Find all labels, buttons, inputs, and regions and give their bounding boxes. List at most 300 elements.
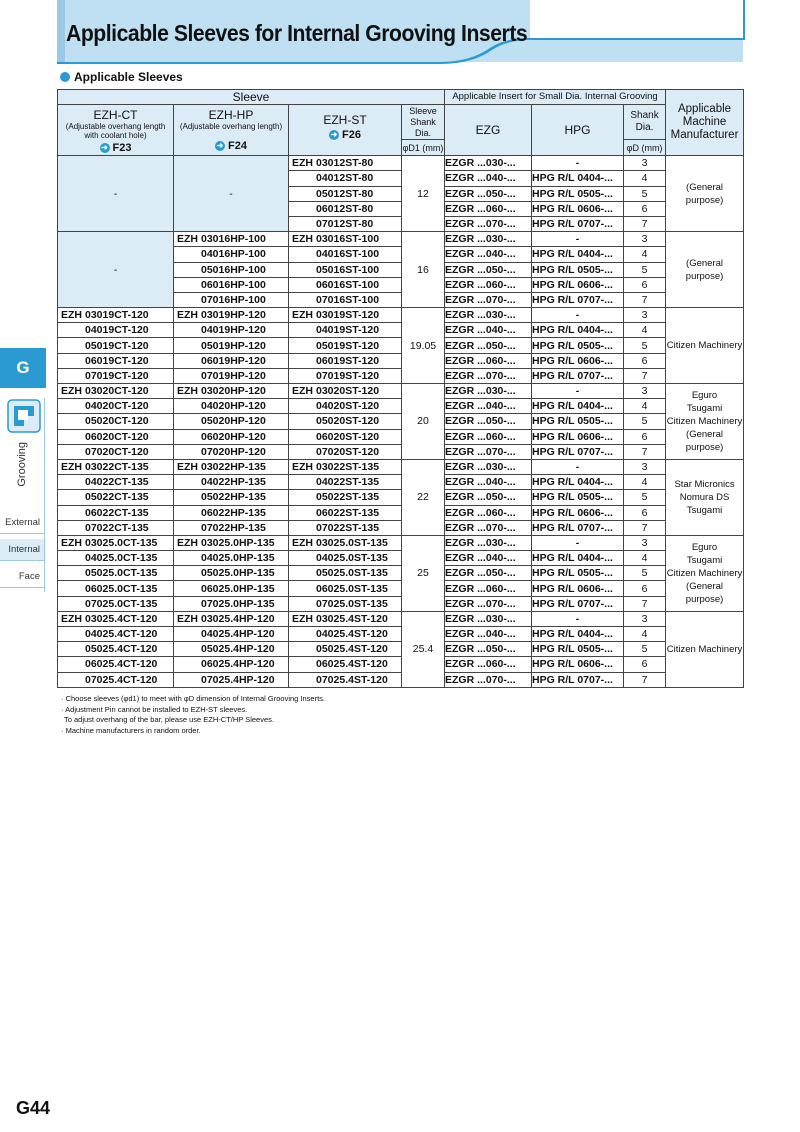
st-cell [289, 459, 402, 474]
dia-cell [624, 551, 666, 566]
ezg-cell [445, 171, 532, 186]
prefix-text: EZH [292, 157, 313, 170]
ezg-code: EZGR ...030-... [445, 385, 516, 398]
hpg-cell [532, 627, 624, 642]
dia-value: 7 [641, 445, 648, 458]
ct-code: 03019CT-120 [85, 309, 149, 322]
ct-code: 04025.4CT-120 [85, 628, 158, 641]
ezg-cell [445, 535, 532, 550]
table-row [58, 657, 744, 672]
dia-cell [624, 611, 666, 626]
table-row [58, 338, 744, 353]
ezg-cell [445, 459, 532, 474]
ezg-cell [445, 429, 532, 444]
st-cell [289, 156, 402, 171]
hpg-cell [532, 551, 624, 566]
st-cell [289, 566, 402, 581]
ct-cell [58, 384, 174, 399]
prefix-text: EZH [292, 233, 313, 246]
dia-value: 6 [641, 506, 648, 519]
hp-code: 04016HP-100 [201, 248, 266, 261]
dia-cell [624, 581, 666, 596]
hp-code: 06025.4HP-120 [201, 658, 275, 671]
table-row [58, 384, 744, 399]
ezg-code: EZGR ...040-... [445, 400, 516, 413]
ct-cell [58, 505, 174, 520]
st-cell [289, 399, 402, 414]
dia-cell [624, 384, 666, 399]
st-cell [289, 308, 402, 323]
dia-value: 4 [641, 476, 648, 489]
hp-code: 05022HP-135 [201, 491, 266, 504]
ct-header [58, 105, 174, 156]
ezg-code: EZGR ...060-... [445, 582, 516, 595]
shank-cell [402, 611, 445, 687]
hpg-cell [532, 566, 624, 581]
ezg-code: EZGR ...060-... [445, 658, 516, 671]
dia-cell [624, 216, 666, 231]
tab-external[interactable]: External [0, 512, 44, 534]
hp-cell [174, 323, 289, 338]
ct-code: 03025.4CT-120 [85, 612, 158, 625]
ezg-code: EZGR ...040-... [445, 476, 516, 489]
ezg-cell [445, 490, 532, 505]
hp-cell [174, 642, 289, 657]
dia-header: Shank Dia. [624, 105, 666, 140]
hpg-code: HPG R/L 0404-... [532, 248, 613, 261]
ezg-code: EZGR ...060-... [445, 506, 516, 519]
ct-cell [58, 627, 174, 642]
dia-value: 7 [641, 597, 648, 610]
hp-code: 04019HP-120 [201, 324, 266, 337]
prefix-text: EZH [292, 612, 313, 625]
hp-cell [174, 657, 289, 672]
hp-cell [174, 475, 289, 490]
footnote: · Adjustment Pin cannot be installed to EZH-ST sleeves. [61, 704, 248, 714]
hpg-code: - [575, 309, 580, 322]
dia-cell [624, 505, 666, 520]
table-row [58, 535, 744, 550]
st-cell [289, 657, 402, 672]
hp-code: 05025.0HP-135 [201, 567, 275, 580]
hp-ref-label: F24 [228, 140, 247, 153]
dia-cell [624, 444, 666, 459]
hpg-cell [532, 611, 624, 626]
shank-value: 25 [417, 567, 429, 580]
st-code: 05012ST-80 [316, 187, 374, 200]
ezg-cell [445, 520, 532, 535]
hpg-cell [532, 399, 624, 414]
st-code: 04025.4ST-120 [316, 628, 388, 641]
dia-cell [624, 459, 666, 474]
st-code: 06022ST-135 [316, 506, 380, 519]
hp-cell [174, 627, 289, 642]
st-cell [289, 596, 402, 611]
ct-code: 04019CT-120 [85, 324, 149, 337]
hpg-code: HPG R/L 0404-... [532, 172, 613, 185]
hp-cell [174, 490, 289, 505]
st-code: 04020ST-120 [316, 400, 380, 413]
hpg-cell [532, 186, 624, 201]
prefix-text: EZH [292, 385, 313, 398]
hpg-code: HPG R/L 0505-... [532, 187, 613, 200]
manufacturer-value: Eguro Tsugami Citizen Machinery (General purpose) [666, 541, 743, 605]
st-header [289, 105, 402, 156]
manufacturer-cell [666, 156, 744, 232]
dia-value: 7 [641, 293, 648, 306]
hp-cell [174, 368, 289, 383]
hp-cell [174, 581, 289, 596]
hpg-cell [532, 414, 624, 429]
ezg-code: EZGR ...050-... [445, 491, 516, 504]
dia-value: 5 [641, 187, 648, 200]
ezg-cell [445, 338, 532, 353]
hp-code: 06019HP-120 [201, 354, 266, 367]
table-row [58, 551, 744, 566]
hpg-cell [532, 672, 624, 687]
st-ref-label: F26 [342, 129, 361, 142]
ct-cell [58, 368, 174, 383]
ezg-code: EZGR ...040-... [445, 324, 516, 337]
st-cell [289, 672, 402, 687]
dia-value: 7 [641, 673, 648, 686]
hpg-code: HPG R/L 0606-... [532, 658, 613, 671]
table-row [58, 308, 744, 323]
hpg-code: HPG R/L 0606-... [532, 354, 613, 367]
ezg-code: EZGR ...030-... [445, 309, 516, 322]
hp-note: (Adjustable overhang length) [179, 122, 283, 132]
st-cell [289, 475, 402, 490]
hpg-code: HPG R/L 0505-... [532, 415, 613, 428]
hp-code: 03025.4HP-120 [201, 612, 275, 625]
ct-cell [58, 429, 174, 444]
ezg-cell [445, 399, 532, 414]
ct-cell [58, 399, 174, 414]
dia-cell [624, 566, 666, 581]
dia-value: 4 [641, 628, 648, 641]
tab-face[interactable]: Face [0, 566, 44, 588]
ezg-cell [445, 201, 532, 216]
hp-code: 03022HP-135 [201, 461, 266, 474]
ezg-code: EZGR ...060-... [445, 278, 516, 291]
hpg-cell [532, 581, 624, 596]
dia-cell [624, 596, 666, 611]
shank-value: 16 [417, 263, 429, 276]
hpg-code: HPG R/L 0505-... [532, 567, 613, 580]
prefix-text: EZH [292, 309, 313, 322]
shank-cell [402, 535, 445, 611]
prefix-text: EZH [61, 309, 82, 322]
sleeve-table [57, 89, 744, 688]
hp-code: 03025.0HP-135 [201, 536, 275, 549]
st-ref[interactable] [329, 128, 361, 142]
st-cell [289, 384, 402, 399]
ct-code: 06022CT-135 [85, 506, 149, 519]
manufacturer-value: (General purpose) [685, 257, 724, 282]
st-code: 03020ST-120 [316, 385, 380, 398]
hpg-header: HPG [532, 105, 624, 156]
hp-cell [174, 611, 289, 626]
hp-cell [174, 353, 289, 368]
hp-code: 06025.0HP-135 [201, 582, 275, 595]
dia-value: 4 [641, 172, 648, 185]
table-row [58, 444, 744, 459]
hpg-code: HPG R/L 0505-... [532, 263, 613, 276]
hp-code: 05019HP-120 [201, 339, 266, 352]
table-row [58, 399, 744, 414]
dia-cell [624, 277, 666, 292]
st-cell [289, 353, 402, 368]
ct-cell [58, 611, 174, 626]
manufacturer-cell [666, 611, 744, 687]
ezg-cell [445, 657, 532, 672]
dia-cell [624, 627, 666, 642]
ct-code: 04020CT-120 [85, 400, 149, 413]
hp-code: 07020HP-120 [201, 445, 266, 458]
table-row [58, 642, 744, 657]
hpg-code: - [575, 157, 580, 170]
dia-cell [624, 308, 666, 323]
hpg-cell [532, 277, 624, 292]
ezg-code: EZGR ...050-... [445, 263, 516, 276]
hpg-cell [532, 338, 624, 353]
hp-code: 05025.4HP-120 [201, 643, 275, 656]
hpg-cell [532, 429, 624, 444]
arrow-icon: ➜ [330, 130, 338, 140]
page-number: G44 [16, 1098, 51, 1118]
ct-code: 05019CT-120 [85, 339, 149, 352]
dia-cell [624, 414, 666, 429]
dia-value: 3 [641, 536, 648, 549]
dia-value: 4 [641, 248, 648, 261]
ct-cell [58, 551, 174, 566]
ct-ref[interactable] [100, 141, 132, 155]
ezg-cell [445, 292, 532, 307]
dia-value: 6 [641, 430, 648, 443]
dia-value: 6 [641, 278, 648, 291]
hp-ref[interactable] [215, 139, 247, 153]
ct-code: 06025.4CT-120 [85, 658, 158, 671]
st-code: 07025.0ST-135 [316, 597, 388, 610]
table-row [58, 232, 744, 247]
ezg-header: EZG [445, 105, 532, 156]
tab-internal[interactable]: Internal [0, 539, 44, 561]
prefix-text: EZH [61, 612, 82, 625]
ezg-cell [445, 642, 532, 657]
ezg-code: EZGR ...060-... [445, 202, 516, 215]
st-cell [289, 611, 402, 626]
ct-cell [58, 535, 174, 550]
st-cell [289, 627, 402, 642]
dia-value: 6 [641, 202, 648, 215]
dia-cell [624, 338, 666, 353]
prefix-text: EZH [177, 309, 198, 322]
ezg-code: EZGR ...050-... [445, 187, 516, 200]
table-row [58, 429, 744, 444]
ezg-cell [445, 384, 532, 399]
hpg-code: HPG R/L 0505-... [532, 339, 613, 352]
table-row [58, 672, 744, 687]
hp-cell [174, 551, 289, 566]
ezg-cell [445, 414, 532, 429]
st-cell [289, 171, 402, 186]
ct-code: 03020CT-120 [85, 385, 149, 398]
ezg-code: EZGR ...060-... [445, 430, 516, 443]
table-row [58, 323, 744, 338]
dia-value: 4 [641, 552, 648, 565]
dia-value: 4 [641, 324, 648, 337]
ezg-cell [445, 475, 532, 490]
hp-code: 07022HP-135 [201, 521, 266, 534]
dia-cell [624, 156, 666, 171]
ezg-cell [445, 596, 532, 611]
st-code: 07019ST-120 [316, 369, 380, 382]
dia-cell [624, 247, 666, 262]
footnote: · Machine manufacturers in random order. [61, 725, 201, 735]
ezg-cell [445, 505, 532, 520]
hpg-cell [532, 384, 624, 399]
st-code: 04025.0ST-135 [316, 552, 388, 565]
st-code: 07012ST-80 [316, 218, 374, 231]
ezg-code: EZGR ...050-... [445, 643, 516, 656]
ezg-code: EZGR ...050-... [445, 415, 516, 428]
ezg-code: EZGR ...070-... [445, 445, 516, 458]
manufacturer-cell [666, 459, 744, 535]
hp-code: 06020HP-120 [201, 430, 266, 443]
hpg-cell [532, 353, 624, 368]
hpg-code: HPG R/L 0707-... [532, 597, 613, 610]
st-cell [289, 201, 402, 216]
hp-cell [174, 429, 289, 444]
ct-cell [58, 414, 174, 429]
prefix-text: EZH [292, 536, 313, 549]
hpg-cell [532, 232, 624, 247]
dia-cell [624, 672, 666, 687]
st-cell [289, 368, 402, 383]
hp-cell [174, 596, 289, 611]
shank-cell [402, 156, 445, 232]
hpg-code: HPG R/L 0505-... [532, 491, 613, 504]
hp-cell [174, 384, 289, 399]
hp-empty-cell [174, 156, 289, 232]
hp-cell [174, 672, 289, 687]
dia-cell [624, 399, 666, 414]
ct-empty-cell [58, 156, 174, 232]
st-cell [289, 292, 402, 307]
ct-empty-cell [58, 232, 174, 308]
hpg-code: HPG R/L 0606-... [532, 202, 613, 215]
ct-cell [58, 490, 174, 505]
dia-value: 5 [641, 643, 648, 656]
shank-cell [402, 459, 445, 535]
hp-cell [174, 247, 289, 262]
st-cell [289, 581, 402, 596]
ct-code: 05022CT-135 [85, 491, 149, 504]
table-row [58, 414, 744, 429]
ct-cell [58, 444, 174, 459]
table-row [58, 581, 744, 596]
dia-value: 3 [641, 157, 648, 170]
hp-cell [174, 520, 289, 535]
hpg-code: - [575, 233, 580, 246]
prefix-text: EZH [61, 461, 82, 474]
shank-value: 22 [417, 491, 429, 504]
manufacturer-value: Citizen Machinery [666, 643, 743, 655]
dia-cell [624, 186, 666, 201]
st-code: 07020ST-120 [316, 445, 380, 458]
ezg-cell [445, 323, 532, 338]
hp-cell [174, 505, 289, 520]
ct-code: 05025.4CT-120 [85, 643, 158, 656]
manufacturer-value: Star Micronics Nomura DS Tsugami [674, 478, 735, 516]
hp-code: 04025.4HP-120 [201, 628, 275, 641]
table-row [58, 505, 744, 520]
dia-value: 3 [641, 612, 648, 625]
hp-cell [174, 566, 289, 581]
ct-note: (Adjustable overhang length with coolant hole) [65, 122, 166, 141]
hpg-code: HPG R/L 0707-... [532, 445, 613, 458]
hpg-code: HPG R/L 0404-... [532, 324, 613, 337]
hpg-code: HPG R/L 0404-... [532, 476, 613, 489]
dia-unit: φD (mm) [624, 140, 666, 156]
dia-cell [624, 353, 666, 368]
hp-code: 03016HP-100 [201, 233, 266, 246]
hpg-cell [532, 216, 624, 231]
arrow-icon: ➜ [216, 141, 224, 151]
shank-cell [402, 384, 445, 460]
hp-code: 04022HP-135 [201, 476, 266, 489]
st-cell [289, 186, 402, 201]
shank-cell [402, 232, 445, 308]
dia-value: 3 [641, 309, 648, 322]
hp-code: 05016HP-100 [201, 263, 266, 276]
st-code: 05016ST-100 [316, 263, 380, 276]
hp-cell [174, 414, 289, 429]
st-code: 07025.4ST-120 [316, 673, 388, 686]
hpg-cell [532, 156, 624, 171]
ct-code: 07022CT-135 [85, 521, 149, 534]
table-row [58, 596, 744, 611]
ezg-cell [445, 444, 532, 459]
footnotes [61, 694, 325, 736]
manufacturer-cell [666, 384, 744, 460]
chapter-tab[interactable]: G [0, 348, 46, 388]
st-code: 06012ST-80 [316, 202, 374, 215]
ct-code: 03025.0CT-135 [85, 536, 158, 549]
dia-value: 7 [641, 369, 648, 382]
dia-cell [624, 490, 666, 505]
st-code: 06025.0ST-135 [316, 582, 388, 595]
ezg-cell [445, 566, 532, 581]
dia-cell [624, 475, 666, 490]
hp-code: 07019HP-120 [201, 369, 266, 382]
st-code: 06019ST-120 [316, 354, 380, 367]
prefix-text: EZH [177, 233, 198, 246]
st-cell [289, 429, 402, 444]
shank-header: Sleeve Shank Dia. [402, 105, 445, 140]
ct-code: 06019CT-120 [85, 354, 149, 367]
ezg-cell [445, 308, 532, 323]
insert-group-header: Applicable Insert for Small Dia. Internal Grooving [445, 90, 666, 105]
st-code: 05020ST-120 [316, 415, 380, 428]
manufacturer-cell [666, 232, 744, 308]
dia-value: 3 [641, 461, 648, 474]
hpg-code: HPG R/L 0606-... [532, 278, 613, 291]
hpg-cell [532, 535, 624, 550]
manufacturer-value: (General purpose) [685, 181, 724, 206]
hpg-cell [532, 642, 624, 657]
ezg-cell [445, 611, 532, 626]
